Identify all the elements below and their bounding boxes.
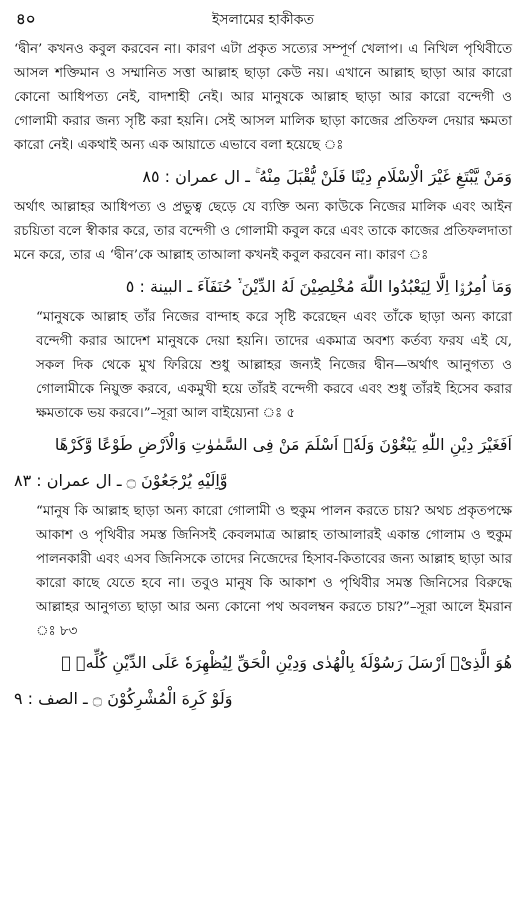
running-title: ইসলামের হাকীকত: [211, 12, 315, 28]
paragraph-2: অর্থাৎ আল্লাহর আধিপত্য ও প্রভুত্ব ছেড়ে যে ব্যক্তি অন্য কাউকে নিজের মালিক এবং আইন রচয়িতা বলে স্বীকার করে, তার বন্দেগী ও গোলামী কবুল করে এবং তাকে কাজের প্রতিফলদাতা মনে করে, তার এ ‘দ্বীন’কে আল্লাহ তাআলা কখনই কবুল করবেন না। কারণ ঃ: [14, 200, 512, 263]
page-number: ৪০: [16, 10, 36, 28]
arabic-verse-2: وَمَاۤ اُمِرُوْۤا اِلَّا لِيَعْبُدُوا اللّٰهَ مُخْلِصِيْنَ لَهُ الدِّيْنَ ۙ۬ حُنَفَآءَ ـ البينة : ٥: [125, 277, 512, 296]
quote-2: “মানুষ কি আল্লাহ ছাড়া অন্য কারো গোলামী ও হুকুম পালন করতে চায়? অথচ প্রকৃতপক্ষে আকাশ ও পৃথিবীর সমস্ত জিনিসই কেবলমাত্র আল্লাহ তাআলারই একান্ত গোলাম ও হুকুম পালনকারী এবং এসব জিনিসকে তাদের নিজেদের হিসাব-কিতাবের জন্য আল্লাহ ছাড়া আর কারো কাছে যেতে হবে না। তবুও মানুষ কি আকাশ ও পৃথিবীর সমস্ত জিনিসের বিরুদ্ধে আল্লাহর আনুগত্য ছাড়া আর অন্য কোনো পথ অবলম্বন করতে চায়?”–সূরা আলে ইমরান ঃ ৮৩: [36, 504, 512, 639]
page-header: [16, 8, 510, 30]
arabic-verse-3-line-2: وَّاِلَيْهِ يُرْجَعُوْنَ ۝ ـ ال عمران : ٨٣: [14, 471, 228, 490]
quote-1: “মানুষকে আল্লাহ তাঁর নিজের বান্দাহ করে সৃষ্টি করেছেন এবং তাঁকে ছাড়া অন্য কারো বন্দেগী করার আদেশ মানুষকে দেয়া হয়নি। তাদের একমাত্র অবশ্য কর্তব্য ফরয এই যে, সকল দিক থেকে মুখ ফিরিয়ে শুধু আল্লাহর জন্যই নিজের দ্বীন—অর্থাৎ আনুগত্য ও গোলামীকে নিয়ুক্ত করবে, একমুখী হয়ে তাঁরই বন্দেগী করবে এবং শুধু তাঁরই হিসেব করার ক্ষমতাকে ভয় করবে।”–সূরা আল বাইয়্যেনা ঃ ৫: [36, 310, 512, 421]
arabic-verse-3-line-1: اَفَغَيْرَ دِيْنِ اللّٰهِ يَبْغُوْنَ وَلَهٗۤ اَسْلَمَ مَنْ فِى السَّمٰوٰتِ وَالْاَرْضِ طَوْعًا وَّكَرْهًا: [54, 435, 512, 454]
arabic-verse-4-line-1: هُوَ الَّذِىْۤ اَرْسَلَ رَسُوْلَهٗ بِالْهُدٰى وَدِيْنِ الْحَقِّ لِيُظْهِرَهٗ عَلَى الدِّيْنِ كُلِّهٖ ۙ: [61, 653, 512, 672]
arabic-verse-4-line-2: وَلَوْ كَرِهَ الْمُشْرِكُوْنَ ۝ ـ الصف : ٩: [14, 689, 233, 708]
arabic-verse-1: وَمَنْ يَّبْتَغِ غَيْرَ الْاِسْلَامِ دِيْنًا فَلَنْ يُّقْبَلَ مِنْهُ ۚ ـ ال عمران : ٨٥: [142, 167, 512, 186]
page-body: [14, 38, 512, 718]
paragraph-1: ‘দ্বীন’ কখনও কবুল করবেন না। কারণ এটা প্রকৃত সত্যের সম্পূর্ণ খেলাপ। এ নিখিল পৃথিবীতে আসল শক্তিমান ও সম্মানিত সত্তা আল্লাহ ছাড়া কেউ নয়। এখানে আল্লাহ ছাড়া আর কারো কোনো আধিপত্য নেই, বাদশাহী নেই। আর মানুষকে আল্লাহ ছাড়া আর কারো বন্দেগী ও গোলামী করার জন্য সৃষ্টি করা হয়নি। সেই আসল মালিক ছাড়া কাজের প্রতিফল দেয়ার ক্ষমতা কারো নেই। একথাই অন্য এক আয়াতে এভাবে বলা হয়েছে ঃ: [14, 42, 512, 153]
